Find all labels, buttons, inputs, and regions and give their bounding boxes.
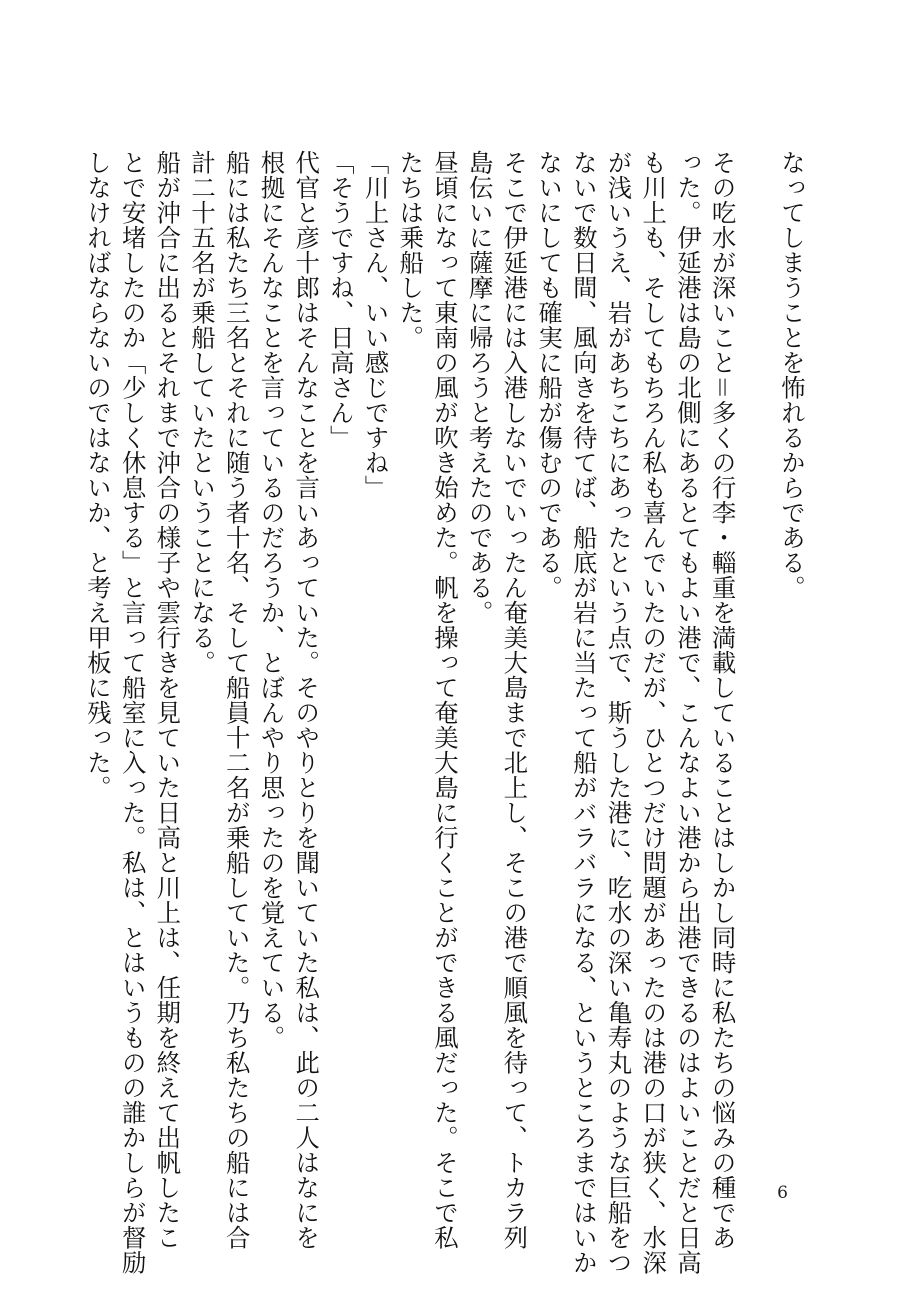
text-line: った。伊延港は島の北側にあるとてもよい港で、こんなよい港から出港できるのはよいことだと日高 [672, 150, 702, 1275]
text-line: 「そうですね、日高さん」 [325, 150, 355, 450]
text-line: そこで伊延港には入港しないでいったん奄美大島まで北上し、そこの港で順風を待って、トカラ列 [499, 150, 529, 1250]
vertical-text-body [82, 150, 808, 1275]
text-line: 根拠にそんなことを言っているのだろうか、とぼんやり思ったのを覚えている。 [256, 150, 286, 1050]
text-line: が浅いうえ、岩があちこちにあったという点で、斯うした港に、吃水の深い亀寿丸のような巨船をつ [603, 150, 633, 1275]
text-line: たちは乗船した。 [395, 150, 425, 350]
text-line: 船が沖合に出るとそれまで沖合の様子や雲行きを見ていた日高と川上は、任期を終えて出帆したこ [152, 150, 182, 1250]
text-line: なってしまうことを怖れるからである。 [777, 150, 806, 600]
text-line: 船には私たち三名とそれに随う者十名、そして船員十二名が乗船していた。乃ち私たちの船には合 [221, 150, 251, 1250]
text-line: 代官と彦十郎はそんなことを言いあっていた。そのやりとりを聞いていた私は、此の二人はなにを [291, 150, 321, 1250]
text-line: 「川上さん、いい感じですね」 [360, 150, 390, 500]
text-line: 計二十五名が乗船していたということになる。 [187, 150, 217, 675]
text-line: その吃水が深いこと＝多くの行李・輜重を満載していることはしかし同時に私たちの悩みの種であ [707, 150, 737, 1250]
text-line: ないで数日間、風向きを待てば、船底が岩に当たって船がバラバラになる、というところまではいか [568, 150, 598, 1275]
text-line: も川上も、そしてもちろん私も喜んでいたのだが、ひとつだけ問題があったのは港の口が狭く、水深 [638, 150, 668, 1275]
text-line: しなければならないのではないか、と考え甲板に残った。 [82, 150, 112, 800]
text-line: ないにしても確実に船が傷むのである。 [534, 150, 564, 600]
text-line: 昼頃になって東南の風が吹き始めた。帆を操って奄美大島に行くことができる風だった。そこで私 [429, 150, 459, 1250]
text-line [739, 150, 774, 1162]
text-line: 島伝いに薩摩に帰ろうと考えたのである。 [464, 150, 494, 625]
page-number: 6 [777, 1183, 788, 1203]
text-line: とで安堵したのか「少しく休息する」と言って船室に入った。私は、とはいうものの誰かしらが督励 [117, 150, 147, 1275]
